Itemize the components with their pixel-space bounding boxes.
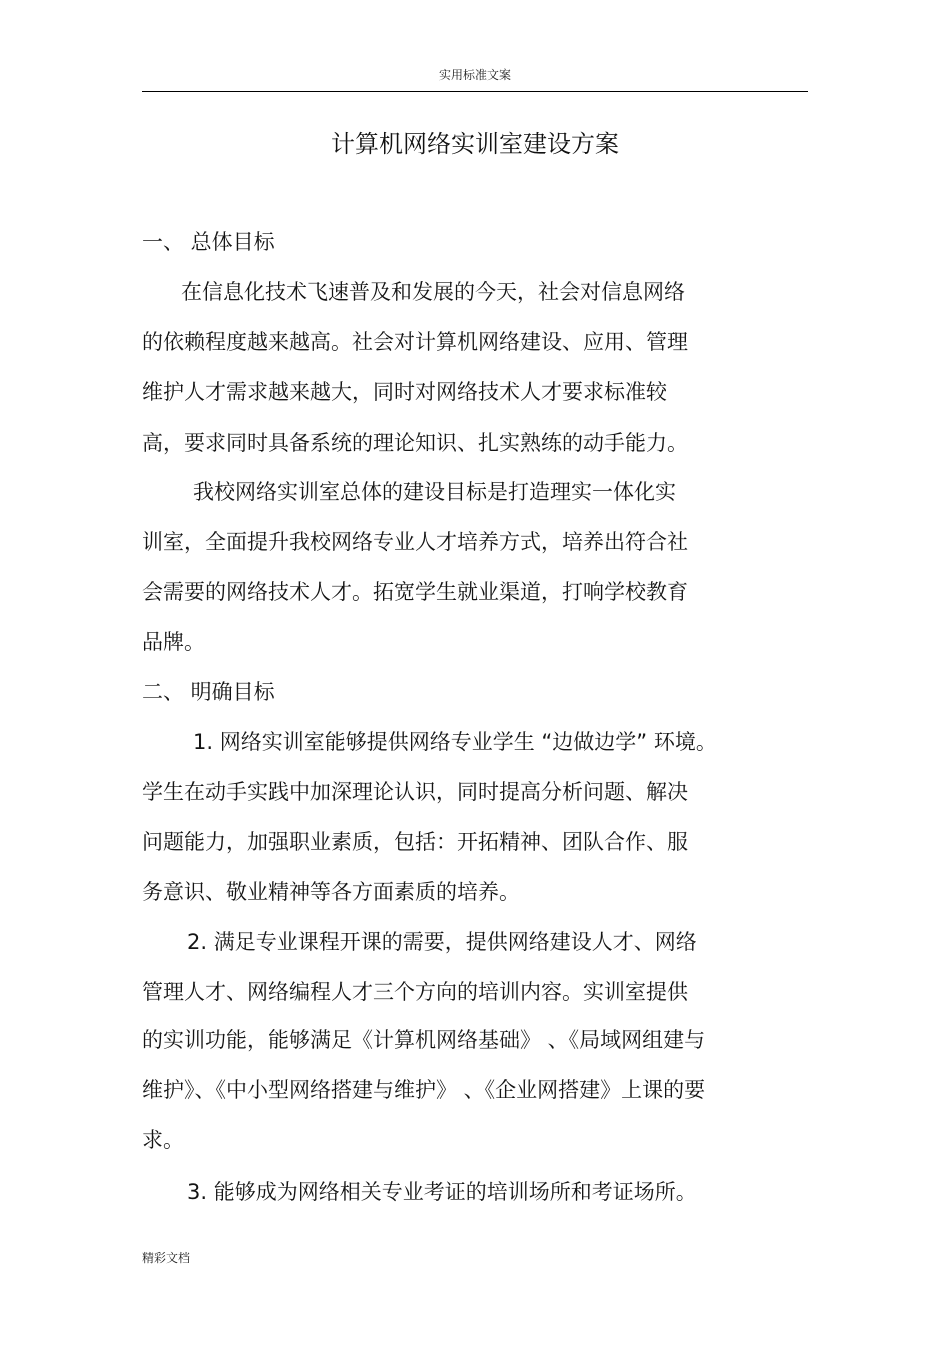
list-item-line: 问题能力，加强职业素质，包括：开拓精神、团队合作、服 [142, 830, 688, 854]
list-item-line: 的实训功能，能够满足《计算机网络基础》 、《局域网组建与 [142, 1028, 706, 1052]
paragraph-line: 的依赖程度越来越高。社会对计算机网络建设、应用、管理 [142, 330, 688, 354]
paragraph-line: 在信息化技术飞速普及和发展的今天，社会对信息网络 [181, 280, 685, 304]
list-item-line: 学生在动手实践中加深理论认识，同时提高分析问题、解决 [142, 780, 688, 804]
list-item-line: 务意识、敬业精神等各方面素质的培养。 [142, 880, 520, 904]
paragraph-line: 高，要求同时具备系统的理论知识、扎实熟练的动手能力。 [142, 431, 688, 455]
header-text: 实用标准文案 [438, 68, 511, 82]
section-heading-1: 一、 总体目标 [142, 230, 275, 254]
paragraph-line: 会需要的网络技术人才。拓宽学生就业渠道，打响学校教育 [142, 580, 688, 604]
list-item-line: 求。 [142, 1128, 184, 1152]
list-item-line: 3. 能够成为网络相关专业考证的培训场所和考证场所。 [187, 1180, 697, 1204]
paragraph-line: 维护人才需求越来越大，同时对网络技术人才要求标准较 [142, 380, 667, 404]
list-item-line: 1. 网络实训室能够提供网络专业学生 “边做边学” 环境。 [193, 730, 717, 754]
document-title: 计算机网络实训室建设方案 [331, 130, 619, 158]
page-footer: 精彩文档 [142, 1251, 191, 1265]
list-item-line: 管理人才、网络编程人才三个方向的培训内容。实训室提供 [142, 980, 688, 1004]
section-heading-2: 二、 明确目标 [142, 680, 275, 704]
header-divider [142, 91, 808, 92]
paragraph-line: 品牌。 [142, 630, 205, 654]
paragraph-line: 训室，全面提升我校网络专业人才培养方式，培养出符合社 [142, 530, 688, 554]
paragraph-line: 我校网络实训室总体的建设目标是打造理实一体化实 [193, 480, 676, 504]
list-item-line: 2. 满足专业课程开课的需要，提供网络建设人才、网络 [187, 930, 697, 954]
list-item-line: 维护》、《中小型网络搭建与维护》 、《企业网搭建》上课的要 [142, 1078, 706, 1102]
